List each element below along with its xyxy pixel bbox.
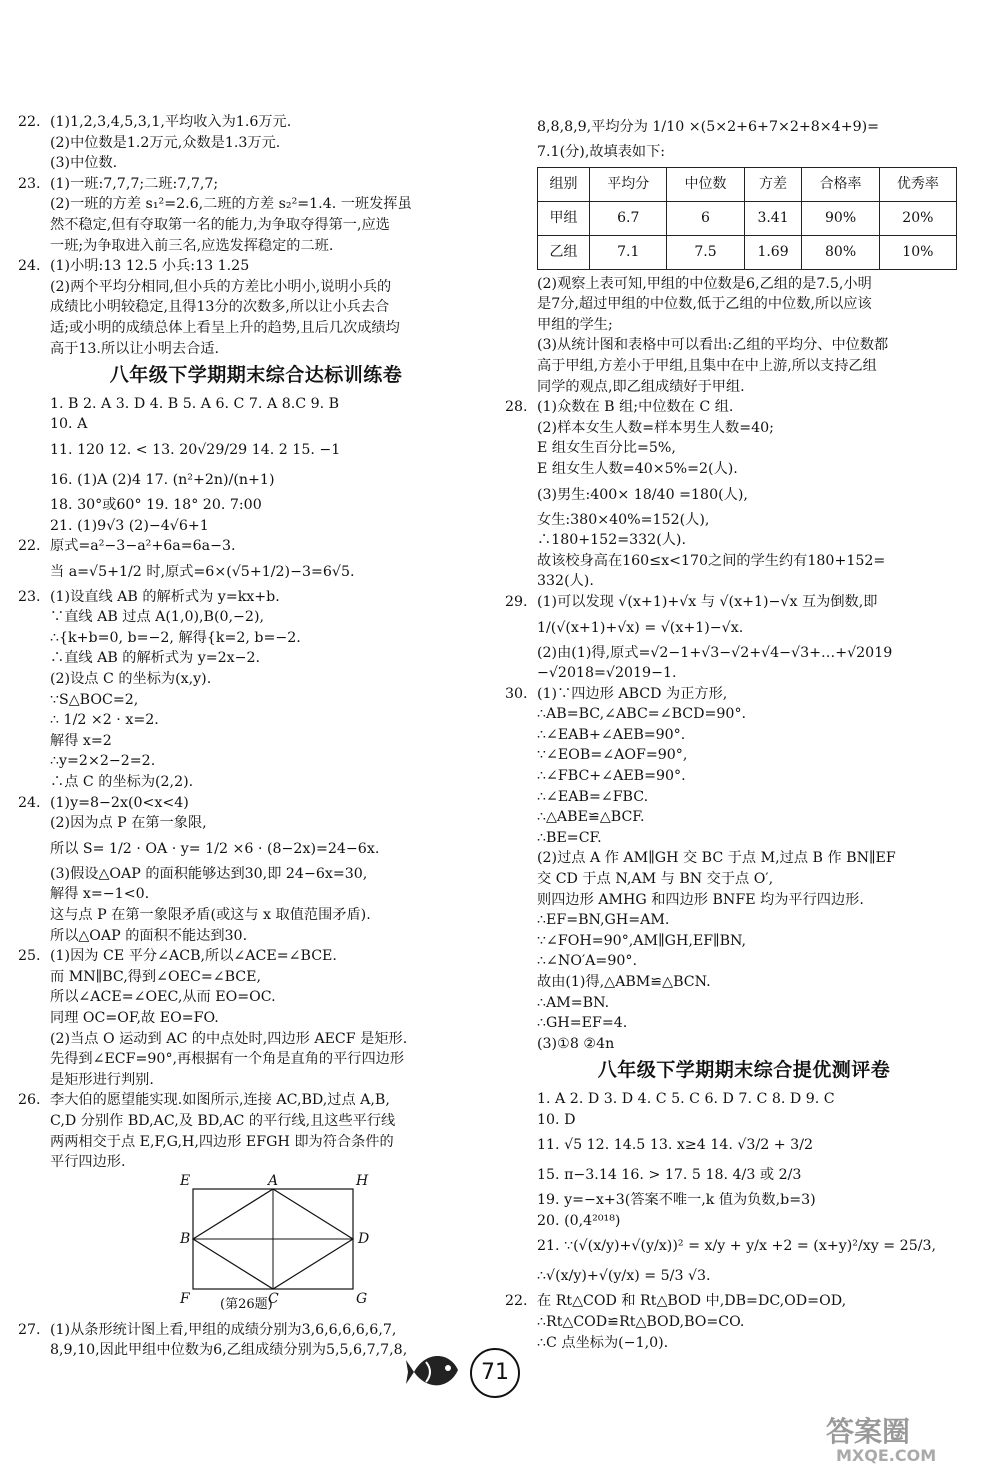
answer-line [505,869,983,890]
answer-text: 16. (1)A (2)4 17. (n²+2n)/(n+1) [50,471,275,488]
answer-text: (1)1,2,3,4,5,3,1,平均收入为1.6万元. [50,114,292,130]
point-label-a: A [268,1172,279,1189]
question-number: 22. [505,1293,528,1310]
answer-text: ∵∠FOH=90°,AM∥GH,EF∥BN, [537,932,747,949]
answer-line [18,256,494,277]
table-header-cell: 组别 [538,167,590,201]
answer-text: 而 MN∥BC,得到∠OEC=∠BCE, [50,968,262,985]
answer-line [505,684,983,705]
answer-line [18,587,494,608]
answer-text: ∴∠EAB=∠FBC. [537,788,649,805]
answer-line [505,571,983,592]
answer-text: (2)由(1)得,原式=√2−1+√3−√2+√4−√3+…+√2019 [537,644,893,661]
answer-text: 适;或小明的成绩总体上看呈上升的趋势,且后几次成绩均 [50,319,400,336]
answer-line [18,435,494,465]
table-cell: 7.5 [667,235,744,269]
answer-line [505,480,983,510]
answer-text: 在 Rt△COD 和 Rt△BOD 中,DB=DC,OD=OD, [537,1293,847,1310]
answer-text: ∴∠EAB+∠AEB=90°. [537,726,686,743]
answer-line [505,931,983,952]
answer-line [505,972,983,993]
point-label-b: B [180,1230,191,1247]
answer-line [505,551,983,572]
point-label-f: F [180,1290,190,1307]
answer-line [505,663,983,684]
answer-text: 1/(√(x+1)+√x) = √(x+1)−√x. [537,619,744,636]
answer-text: ∴Rt△COD≌Rt△BOD,BO=CO. [537,1313,745,1330]
answer-text: 21. ∵(√(x/y)+√(y/x))² = x/y + y/x +2 = (x+y)²/xy = 25/3, [537,1238,937,1255]
answer-line [505,993,983,1014]
answer-line [18,394,494,415]
answer-text: 故该校身高在160≤x<170之间的学生约有180+152= [537,552,886,569]
answer-line [18,1111,494,1132]
answer-text: 10. A [50,416,88,433]
answer-text: 李大伯的愿望能实现.如图所示,连接 AC,BD,过点 A,B, [50,1092,390,1109]
answer-text: 原式=a²−3−a²+6a=6a−3. [50,538,236,555]
answer-text: 同学的观点,即乙组成绩好于甲组. [537,378,745,395]
answer-text: 交 CD 于点 N,AM 与 BN 交于点 O′, [537,871,774,888]
answer-line [18,648,494,669]
table-header-cell: 中位数 [667,167,744,201]
answer-text: (1)众数在 B 组;中位数在 C 组. [537,399,734,416]
answer-text: 当 a=√5+1/2 时,原式=6×(√5+1/2)−3=6√5. [50,563,355,580]
point-label-e: E [180,1172,191,1189]
answer-text: (2)设点 C 的坐标为(x,y). [50,671,212,688]
answer-line [18,731,494,752]
question-number: 29. [505,593,528,610]
watermark-logo: 答案圈 [826,1415,911,1448]
answer-text: 高于13.所以让小明去合适. [50,340,219,357]
answer-text: 15. π−3.14 16. > 17. 5 18. 4/3 或 2/3 [537,1167,802,1184]
answer-text: (2)过点 A 作 AM∥GH 交 BC 于点 M,过点 B 作 BN∥EF [537,850,896,867]
answer-line [18,834,494,864]
answer-line [18,987,494,1008]
answer-line [18,414,494,435]
answer-line [505,1291,983,1312]
answer-line [505,1110,983,1131]
left-column [18,112,494,1361]
point-label-h: H [356,1172,369,1189]
answer-line [505,397,983,418]
question-number: 23. [18,175,41,192]
answer-text: (2)样本女生人数=样本男生人数=40; [537,419,774,436]
answer-text: E 组女生人数=40×5%=2(人). [537,460,738,477]
answer-line [505,335,983,356]
answer-line [505,910,983,931]
question-number: 22. [18,114,41,130]
answer-text: ∴BE=CF. [537,829,602,846]
answers-block-6 [505,1089,983,1353]
answer-line [18,236,494,257]
answer-text: 20. (0,4²⁰¹⁸) [537,1212,621,1229]
answer-line [505,377,983,398]
answer-line [18,557,494,587]
answer-line [18,215,494,236]
answer-text: −√2018=√2019−1. [537,665,677,682]
answer-line [18,1008,494,1029]
right-column [505,112,983,1353]
answer-text: (1)可以发现 √(x+1)+√x 与 √(x+1)−√x 互为倒数,即 [537,593,878,610]
answer-line [18,669,494,690]
answer-text: (2)中位数是1.2万元,众数是1.3万元. [50,134,281,151]
answer-line [18,112,494,133]
page-number: 71 [470,1348,520,1398]
answer-text: 同理 OC=OF,故 EO=FO. [50,1009,219,1026]
table-cell: 6 [667,201,744,235]
answer-line [18,628,494,649]
answer-text: (3)从统计图和表格中可以看出:乙组的平均分、中位数都 [537,337,889,354]
answer-text: 8,9,10,因此甲组中位数为6,乙组成绩分别为5,5,6,7,7,8, [50,1342,408,1359]
answer-line [18,318,494,339]
answer-text: 一班;为争取进入前三名,应选发挥稳定的二班. [50,237,334,254]
answer-text: 高于甲组,方差小于甲组,且集中在中上游,所以支持乙组 [537,357,877,374]
question-number: 25. [18,948,41,965]
answer-text: ∴√(x/y)+√(y/x) = 5/3 √3. [537,1268,711,1285]
table-cell: 乙组 [538,235,590,269]
answer-line [18,1152,494,1173]
answer-text: ∴C 点坐标为(−1,0). [537,1334,669,1351]
answer-text: 然不稳定,但有夺取第一名的能力,为争取夺得第一,应选 [50,216,390,233]
answer-text: 19. y=−x+3(答案不唯一,k 值为负数,b=3) [537,1192,816,1209]
answer-line [505,787,983,808]
table-header-cell: 合格率 [802,167,879,201]
table-cell: 90% [802,201,879,235]
answer-line [18,1070,494,1091]
question-number: 24. [18,258,41,275]
answer-line [18,751,494,772]
answer-text: ∴ 1/2 ×2 · x=2. [50,712,159,729]
answer-line [18,793,494,814]
answer-line [505,274,983,295]
answer-text: (2)观察上表可知,甲组的中位数是6,乙组的是7.5,小明 [537,275,872,292]
question-number: 26. [18,1092,41,1109]
answer-line [18,536,494,557]
answer-line [505,1211,983,1232]
answer-line [505,315,983,336]
point-label-d: D [358,1230,370,1247]
answer-text: ∴△ABE≌△BCF. [537,809,645,826]
table-header-cell: 优秀率 [879,167,956,201]
answers-block-1 [18,112,494,359]
answer-text: 女生:380×40%=152(人), [537,511,710,528]
answers-block-4 [505,112,983,163]
answer-line [505,1089,983,1110]
answer-line [505,356,983,377]
table-cell: 20% [879,201,956,235]
answer-text: ∵∠EOB=∠AOF=90°, [537,747,688,764]
answer-text: 所以∠ACE=∠OEC,从而 EO=OC. [50,989,276,1006]
answer-text: 成绩比小明较稳定,且得13分的次数多,所以让小兵去合 [50,299,390,316]
answer-text: 10. D [537,1111,576,1128]
answer-text: 这与点 P 在第一象限矛盾(或这与 x 取值范围矛盾). [50,907,371,923]
watermark-url: MXQE.COM [836,1446,937,1465]
stats-table [537,167,957,270]
answer-line [18,1320,494,1341]
section-heading-1: 八年级下学期期末综合达标训练卷 [109,364,403,387]
answer-text: 18. 30°或60° 19. 18° 20. 7:00 [50,496,262,513]
answer-text: (2)两个平均分相同,但小兵的方差比小明小,说明小兵的 [50,278,392,295]
answer-text: 甲组的学生; [537,316,613,333]
answer-text: (1)小明:13 12.5 小兵:13 1.25 [50,258,250,275]
answer-line [505,530,983,551]
answer-text: C,D 分别作 BD,AC,及 BD,AC 的平行线,且这些平行线 [50,1112,396,1129]
answer-line [505,828,983,849]
answer-text: 故由(1)得,△ABM≌△BCN. [537,974,711,990]
answer-line [505,294,983,315]
answer-text: 两两相交于点 E,F,G,H,四边形 EFGH 即为符合条件的 [50,1133,394,1150]
answer-text: ∴EF=BN,GH=AM. [537,912,670,929]
answer-line [18,1049,494,1070]
answer-line [18,864,494,885]
answer-text: ∴点 C 的坐标为(2,2). [50,774,194,791]
section-heading-2: 八年级下学期期末综合提优测评卷 [597,1059,891,1082]
answer-text: ∴直线 AB 的解析式为 y=2x−2. [50,650,261,667]
answer-text: (3)男生:400× 18/40 =180(人), [537,486,748,503]
answer-line [505,510,983,531]
answer-line [505,807,983,828]
answer-text: ∴180+152=332(人). [537,532,686,549]
answer-line [18,1029,494,1050]
figure-26 [168,1172,378,1312]
point-label-g: G [356,1290,368,1307]
answer-line [18,710,494,731]
answer-line [18,174,494,195]
answer-text: (2)因为点 P 在第一象限, [50,815,207,832]
table-cell: 1.69 [744,235,802,269]
answer-line [505,1130,983,1160]
answer-line [18,967,494,988]
table-cell: 6.7 [590,201,667,235]
question-number: 24. [18,794,41,811]
answer-line [18,607,494,628]
answer-line [18,1090,494,1111]
answer-line [505,112,983,142]
answer-line [18,905,494,926]
answer-line [18,516,494,537]
table-row [538,201,957,235]
answer-text: 则四边形 AMHG 和四边形 BNFE 均为平行四边形. [537,891,864,908]
answer-line [505,1013,983,1034]
answer-line [18,946,494,967]
answer-line [505,745,983,766]
answer-line [505,766,983,787]
answer-line [505,438,983,459]
question-number: 30. [505,685,528,702]
answer-line [505,643,983,664]
answer-line [18,813,494,834]
answer-line [505,1190,983,1211]
answer-line [18,153,494,174]
answer-text: 21. (1)9√3 (2)−4√6+1 [50,517,209,534]
answer-text: (1)一班:7,7,7;二班:7,7,7; [50,175,219,192]
answer-text: (2)当点 O 运动到 AC 的中点处时,四边形 AECF 是矩形. [50,1030,408,1047]
answer-text: 7.1(分),故填表如下: [537,144,666,160]
answers-block-2 [18,394,494,1173]
table-cell: 3.41 [744,201,802,235]
answer-text: (1)因为 CE 平分∠ACB,所以∠ACE=∠BCE. [50,948,337,965]
answer-text: (3)①8 ②4n [537,1035,615,1052]
answer-line [505,1160,983,1190]
answer-line [18,690,494,711]
answer-text: 1. B 2. A 3. D 4. B 5. A 6. C 7. A 8.C 9. B [50,395,340,412]
answer-text: ∵直线 AB 过点 A(1,0),B(0,−2), [50,609,264,626]
table-cell: 甲组 [538,201,590,235]
answer-text: 所以△OAP 的面积不能达到30. [50,927,248,944]
point-label-c: C [268,1290,279,1307]
answer-text: (3)中位数. [50,155,118,172]
answer-line [505,1261,983,1291]
answer-line [505,848,983,869]
answer-line [505,613,983,643]
answer-text: E 组女生百分比=5%, [537,440,676,457]
answer-text: ∴∠FBC+∠AEB=90°. [537,768,686,785]
question-number: 27. [18,1321,41,1338]
table-header-cell: 平均分 [590,167,667,201]
answers-block-5 [505,274,983,1055]
table-cell: 80% [802,235,879,269]
answer-text: 平行四边形. [50,1154,126,1171]
answer-line [18,884,494,905]
answer-line [505,459,983,480]
answer-line [18,339,494,360]
answer-line [505,725,983,746]
answer-line [18,1132,494,1153]
answer-line [18,495,494,516]
answer-line [505,1333,983,1354]
table-row [538,235,957,269]
answer-text: (1)设直线 AB 的解析式为 y=kx+b. [50,588,280,605]
answer-line [18,133,494,154]
answer-text: ∴AB=BC,∠ABC=∠BCD=90°. [537,706,747,723]
answer-text: (1)y=8−2x(0<x<4) [50,794,189,811]
question-number: 28. [505,399,528,416]
answer-text: ∵S△BOC=2, [50,691,139,708]
answer-line [505,1231,983,1261]
answer-line [18,772,494,793]
answer-text: ∴∠NO′A=90°. [537,953,637,970]
answer-text: (2)一班的方差 s₁²=2.6,二班的方差 s₂²=1.4. 一班发挥虽 [50,196,412,213]
answer-line [505,1312,983,1333]
figure-caption: (第26题) [220,1296,273,1312]
fish-icon [406,1342,466,1402]
answer-text: 8,8,8,9,平均分为 1/10 ×(5×2+6+7×2+8×4+9)= [537,119,880,135]
question-number: 22. [18,538,41,555]
answer-text: 解得 x=2 [50,732,112,749]
question-number: 23. [18,588,41,605]
answer-line [505,704,983,725]
answer-text: 11. √5 12. 14.5 13. x≥4 14. √3/2 + 3/2 [537,1137,814,1154]
answer-line [18,194,494,215]
answer-line [18,297,494,318]
answer-line [505,951,983,972]
answer-text: 1. A 2. D 3. D 4. C 5. C 6. D 7. C 8. D 9. C [537,1090,835,1107]
answer-line [505,890,983,911]
table-header-cell: 方差 [744,167,802,201]
answer-text: (3)假设△OAP 的面积能够达到30,即 24−6x=30, [50,865,368,882]
answer-text: 所以 S= 1/2 · OA · y= 1/2 ×6 · (8−2x)=24−6x. [50,840,380,857]
answer-text: 是矩形进行判别. [50,1071,154,1088]
answer-text: (1)从条形统计图上看,甲组的成绩分别为3,6,6,6,6,6,7, [50,1321,397,1338]
answer-text: ∴{k+b=0, b=−2, 解得{k=2, b=−2. [50,629,301,646]
answer-text: 是7分,超过甲组的中位数,低于乙组的中位数,所以应该 [537,296,872,313]
answer-line [505,142,983,163]
answer-text: 先得到∠ECF=90°,再根据有一个角是直角的平行四边形 [50,1051,405,1068]
table-cell: 10% [879,235,956,269]
answer-line [18,277,494,298]
answer-text: (1)∵四边形 ABCD 为正方形, [537,685,728,702]
answer-text: ∴AM=BN. [537,994,610,1011]
table-header-row [538,167,957,201]
answer-line [505,1034,983,1055]
answer-text: 11. 120 12. < 13. 20√29/29 14. 2 15. −1 [50,441,341,458]
answer-line [18,926,494,947]
answer-line [18,465,494,495]
answer-text: 解得 x=−1<0. [50,886,150,903]
answer-line [505,592,983,613]
answer-text: 332(人). [537,573,594,590]
answer-line [505,418,983,439]
table-cell: 7.1 [590,235,667,269]
answer-text: ∴GH=EF=4. [537,1015,628,1032]
answer-text: ∴y=2×2−2=2. [50,753,156,770]
